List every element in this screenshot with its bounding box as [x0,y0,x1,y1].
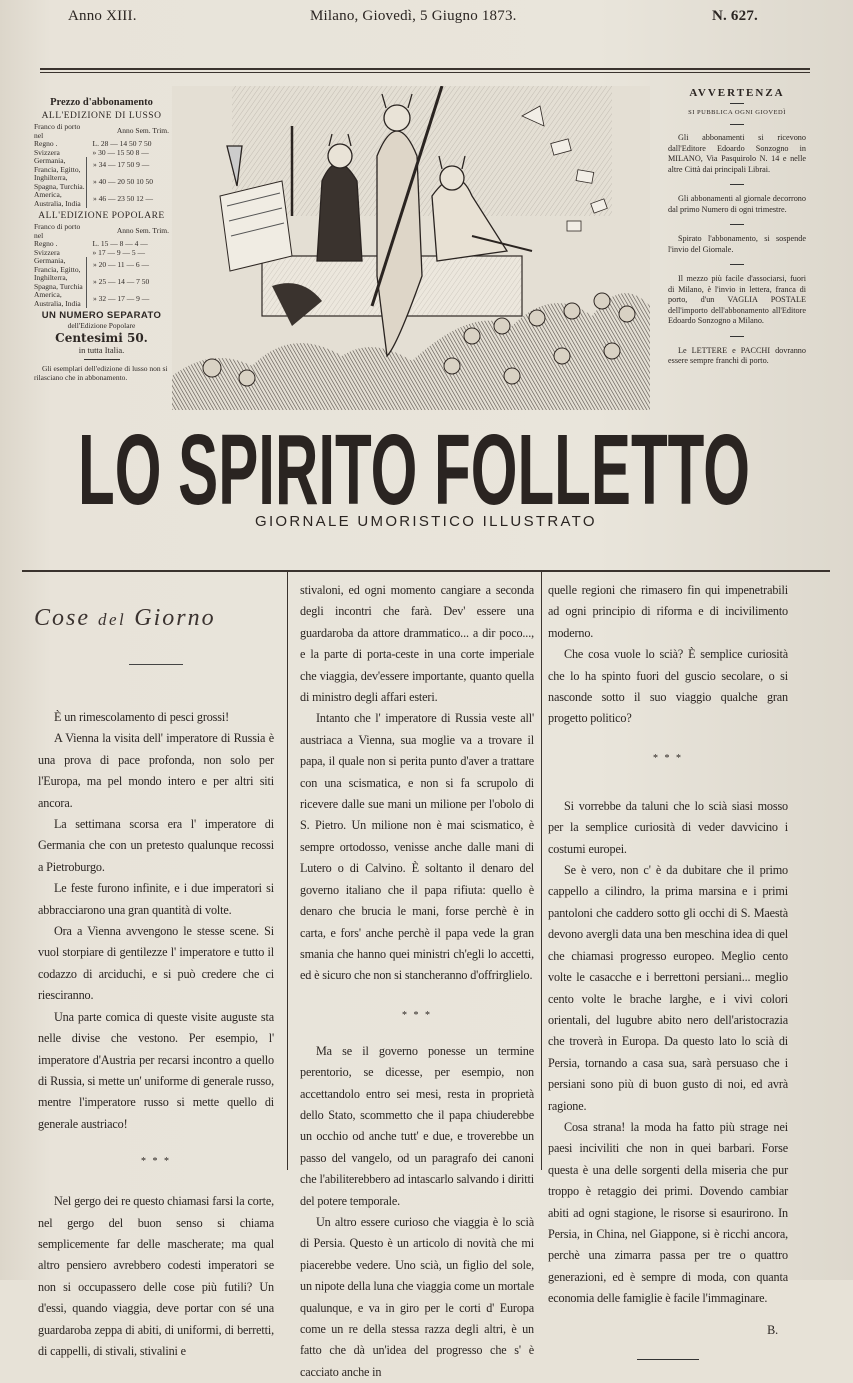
column-divider [541,572,542,1170]
popolare-heading: ALL'EDIZIONE POPOLARE [38,211,165,221]
place: Svizzera [34,147,60,157]
heading-ornament-rule [129,664,183,665]
section-asterism: * * * [402,1009,432,1021]
paragraph: Si vorrebbe da taluni che lo scià siasi mosso per la semplice curiosità di veder davvicino i costumi europei. [548,798,788,856]
subscription-prices [34,98,169,382]
issue-number: N. 627. [712,8,758,24]
heading-word: Cose [34,605,90,631]
paragraph: stivaloni, ed ogni momento cangiare a seconda degli incontri che farà. Dev' essere una guardaroba da attore drammatico... a dir poco..., e la parte di porta-ceste in una corte imperiale che viaggia, dev'essere importante, quanto quella di ministro degli affari esteri. [300,583,534,705]
price: L. 28 — 14 50 7 50 [92,139,152,148]
place: America, Australia, India [34,290,81,308]
top-rule [40,68,810,70]
place: America, Australia, India [34,190,81,208]
paragraph: Cosa strana! la moda ha fatto più strage nei paesi inciviliti che non in quei barbari. Forse questa è una delle sorgenti della miseria che pur troppo è retaggio dei primi. Dovendo cambiar abiti ad ogni stagione, le risorse si esaurirono. In Persia, in China, nel Giappone, si è ricchi ancora, perchè una zimarra passa per tre o quattro generazioni, ed è sempre di moda, con quanta economia delle famiglie è facile l'immaginare. [548,1119,788,1306]
col-label: Franco di porto nel [34,122,81,140]
price: » 32 — 17 — 9 — [87,291,170,308]
paragraph: Ma se il governo ponesse un termine perentorio, se dicesse, per esempio, non accettandolo entro sei mesi, resta in proprietà dello Stato, scommetto che il papa chiuderebbe un occhio od anche tutt' e due, e troverebbe un passo del vangelo, od un paragrafo dei canoni che l'abiliterebbero ad intascarlo salvando i diritti del potere temporale. [300,1043,534,1208]
paragraph: Che cosa vuole lo scià? È semplice curiosità che lo ha spinto fuori del guscio secolare, o si nasconde sotto il suo viaggio qualche gran progetto politico? [548,647,788,726]
paragraph: Un altro essere curioso che viaggia è lo scià di Persia. Questo è un articolo di novità che mi piacerebbe vedere. Uno scià, un figlio del sole, un nipote della luna che viaggia come un mortale qualunque, e va in giro per le corti d' Europa come un re della stessa razza degli altri, è un fatto che dà un'idea del progresso che s' è cacciato anche in [300,1214,534,1379]
price-row [34,191,169,208]
prices-title: Prezzo d'abbonamento [50,97,153,108]
price-row [34,257,169,274]
title-svg [78,418,750,510]
paragraph: Ora a Vienna avvengono le stesse scene. Si vuol storpiare di gentilezze l' imperatore e tutto il codazzo di arciduchi, e si può credere che ci riesciranno. [38,924,274,1003]
notice-item: Il mezzo più facile d'associarsi, fuori di Milano, è l'invio in lettera, franca di porto, d'un VAGLIA POSTALE dell'importo dell'abbonamento all'Editore Edoardo Sonzogno a Milano. [668,274,806,325]
price: » 40 — 20 50 10 50 [87,174,170,191]
article-column-3 [548,580,788,1360]
single-issue-price: Centesimi 50. [55,331,148,345]
price-row [34,291,169,308]
article-column-1 [34,600,274,1362]
end-rule [637,1359,699,1360]
dateline: Milano, Giovedì, 5 Giugno 1873. [310,8,517,24]
single-issue-scope: in tutta Italia. [78,345,125,355]
place: Germania, Francia, Egitto, [34,156,81,174]
single-issue-label: UN NUMERO SEPARATO [41,310,162,321]
divider [730,224,744,225]
notice-item: Gli abbonamenti al giornale decorrono dal primo Numero di ogni trimestre. [668,194,806,214]
paragraph: Intanto che l' imperatore di Russia veste all' austriaca a Vienna, sua moglie va a trovare il papa, il quale non si perita punto d'aver a trattare con una scismatica, e non si fa scrupolo di ricevere dalle sue mani un milione per l'obolo di S. Pietro. Un milione non è mai scismatico, è sempre ortodosso, venisse anche dalle mani di Lutero o di Calvino. È soltanto il denaro del governo italiano che il papa rifiuta: quello è denaro che brucia le mani, forse perchè è in carta, e fors' anche perchè il papa vede la gran smania che hanno quei ministri ch'egli lo accetti, ed è sicuro che non si stancheranno d'offrirglielo. [300,711,534,983]
newspaper-title [78,418,750,510]
paragraph: quelle regioni che rimasero fin qui impenetrabili ad ogni principio di riforma e di incivilimento moderno. [548,583,788,640]
notice-item: Spirato l'abbonamento, si sospende l'invio del Giornale. [668,234,806,254]
section-asterism: * * * [653,752,683,764]
notice-sidebar [668,88,806,367]
notice-item: Le LETTERE e PACCHI dovranno essere sempre franchi di porto. [668,345,806,365]
place: Regno . [34,139,58,148]
edition-note: Gli esemplari dell'edizione di lusso non si rilasciano che in abbonamento. [34,364,168,382]
lusso-price-table [34,123,169,208]
publication-schedule: SI PUBBLICA OGNI GIOVEDÌ [688,108,786,116]
paragraph: Se è vero, non c' è da dubitare che il primo cappello a cilindro, la prima marsina e i primi pantoloni che caddero sotto gli occhi di S. Maestà devono avergli data una ben meschina idea di quel che chiamasi progresso europeo. Meglio cento volte le casacche e i berrettoni persiani... meglio cento volte le brache larghe, e i vivi colori orientali, del lugubre abito nero dell'aristocrazia che troverà in Europa. Da questo lato lo scià di Persia, tornando a casa sua, sarà persuaso che i persiani sono più di buon gusto di noi, ed avrà ragione. [548,863,788,1113]
top-rule-thin [40,72,810,73]
divider [730,336,744,337]
price: » 25 — 14 — 7 50 [87,274,170,291]
price: » 34 — 17 50 9 — [87,157,170,174]
columns-top-rule [22,570,830,572]
paragraph: Una parte comica di queste visite auguste sta nelle divise che vestono. Per esempio, l' imperatore d'Austria per recarsi incontro a quello di Russia, si mette un' uniforme di generale russo, mentre l'imperatore russo si mette quello di generale austriaco! [38,1009,274,1131]
price-row [34,157,169,174]
article-heading [34,600,274,638]
paragraph: È un rimescolamento di pesci grossi! [54,710,230,724]
price: » 20 — 11 — 6 — [87,257,170,274]
paragraph: Le feste furono infinite, e i due imperatori si abbracciarono una gran quantità di volte. [38,881,274,917]
col-header: Anno Sem. Trim. [116,226,169,236]
column-divider [287,572,288,1170]
price: » 17 — 9 — 5 — [92,247,145,257]
paragraph: A Vienna la visita dell' imperatore di Russia è una prova di pace profonda, non solo per l'Europa, ma pel mondo intero e per altri siti ancora. [38,731,274,810]
col-label: Franco di porto nel [34,222,81,240]
notice-title: AVVERTENZA [689,87,785,99]
heading-word: del [98,610,127,629]
popolare-price-table [34,223,169,308]
notice-item: Gli abbonamenti si ricevono dall'Editore Edoardo Sonzogno in MILANO, Via Pasquirolo N. 14 e nelle altre Città dai principali Librai. [668,133,806,174]
devils-crowd-engraving [172,86,650,410]
price: » 30 — 15 50 8 — [92,147,149,157]
place: Svizzera [34,247,60,257]
paragraph: Nel gergo dei re questo chiamasi farsi la corte, nel gergo del buon senso si chiama semplicemente far delle mascherate; ma qual altro pensiero avrebbero codesti imperatori se non si occupassero delle cose più futili? Un d'essi, quando viaggia, deve portar con sé una guardaroba zeppa di abiti, di uniformi, di berretti, di cappelli, di stivali, stivalini e [38,1194,274,1358]
newspaper-title-text: LO SPIRITO FOLLETTO [78,418,750,510]
price-row [34,274,169,291]
author-signature: B. [767,1322,778,1337]
col-header: Anno Sem. Trim. [116,126,169,136]
masthead-illustration [172,86,650,410]
place: Germania, Francia, Egitto, [34,256,81,274]
divider [730,184,744,185]
heading-word: Giorno [134,605,216,631]
section-asterism: * * * [141,1156,171,1168]
price: » 46 — 23 50 12 — [87,191,170,208]
divider [730,103,744,104]
price-row [34,174,169,191]
place: Regno . [34,239,58,248]
divider [84,359,120,360]
newspaper-subtitle: GIORNALE UMORISTICO ILLUSTRATO [255,513,597,530]
volume-year: Anno XIII. [68,8,137,24]
single-issue-edition: dell'Edizione Popolare [67,321,136,330]
place: Inghilterra, Spagna, Turchia. [34,173,85,191]
divider [730,124,744,125]
lusso-heading: ALL'EDIZIONE DI LUSSO [41,111,162,121]
article-column-2 [300,580,534,1383]
paragraph: La settimana scorsa era l' imperatore di Germania che con un pretesto qualunque recossi a Pietroburgo. [38,817,274,874]
place: Inghilterra, Spagna, Turchia [34,273,83,291]
divider [730,264,744,265]
price: L. 15 — 8 — 4 — [92,239,148,248]
